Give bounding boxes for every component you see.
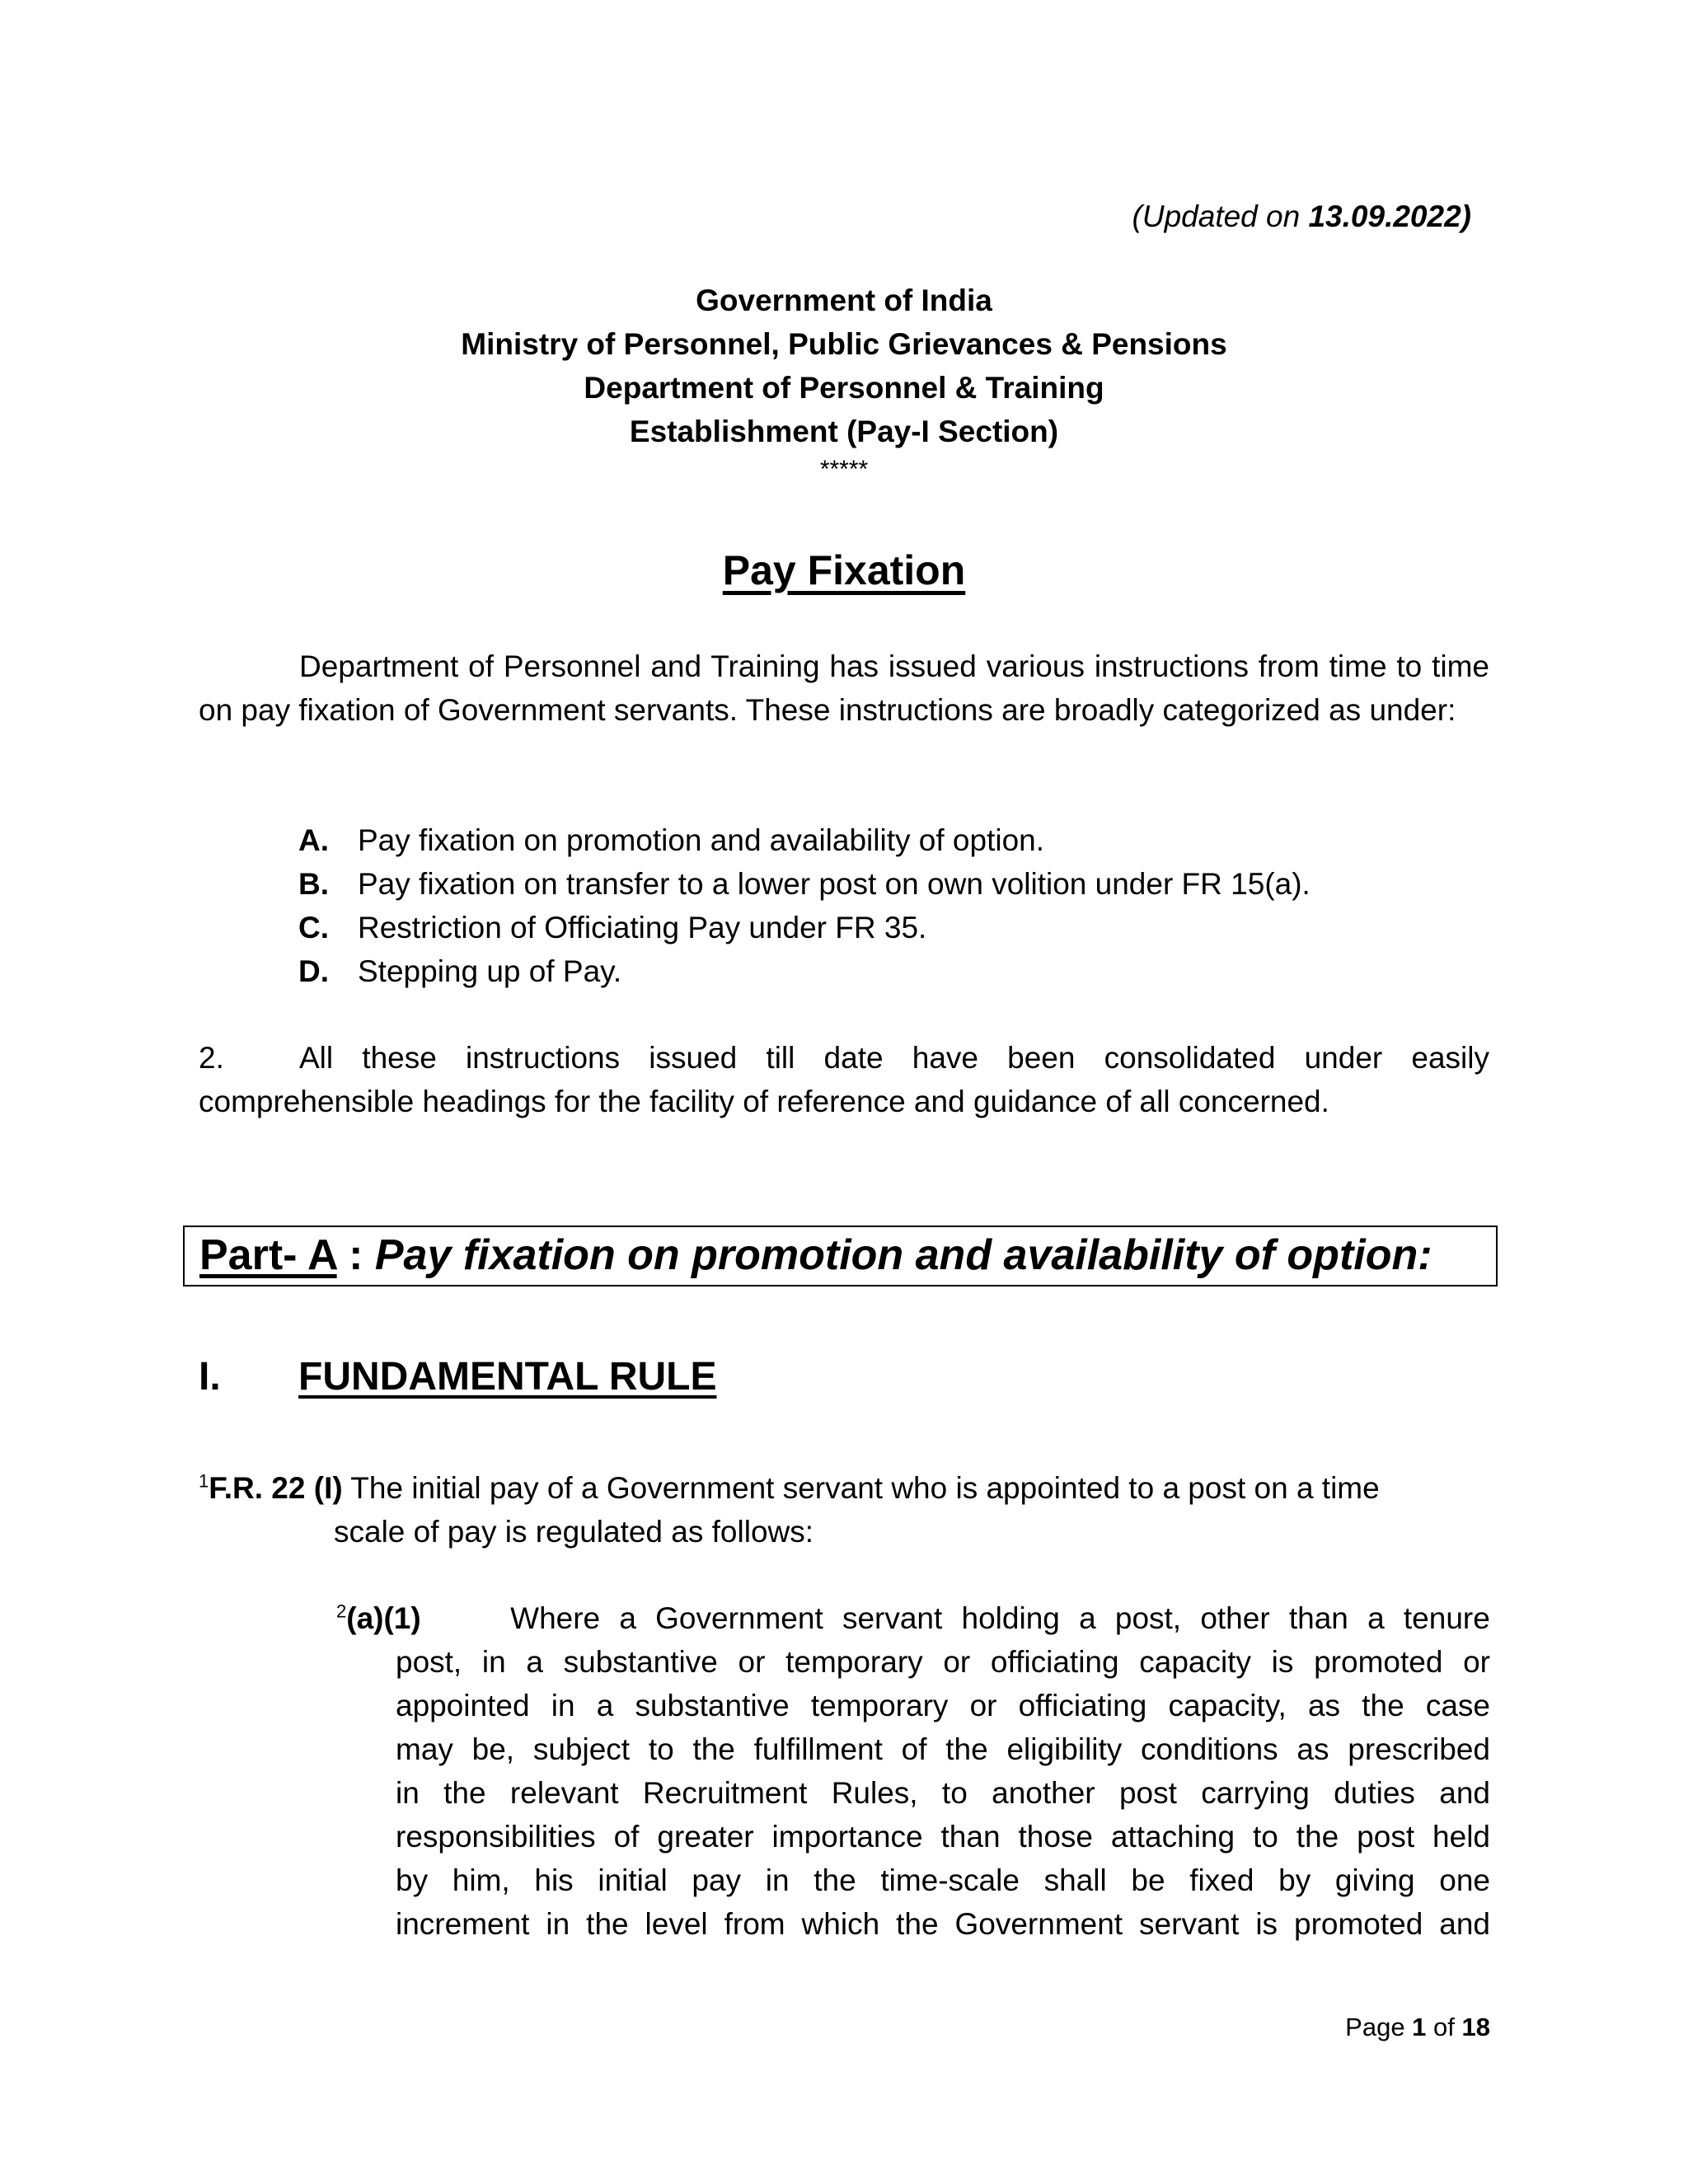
fr-22-text-line2: scale of pay is regulated as follows: — [334, 1515, 814, 1549]
category-list — [298, 818, 1493, 993]
list-item-label: D. — [298, 954, 329, 988]
intro-paragraph: Department of Personnel and Training has issued various instructions from time to time on pay fixation of Government servants. These instructions are broadly categorized as under: — [199, 649, 1489, 727]
section-number: I. — [199, 1355, 221, 1399]
word: holding — [961, 1601, 1060, 1635]
word: Where — [510, 1601, 601, 1635]
list-item — [298, 862, 1493, 906]
list-item-text: Stepping up of Pay. — [358, 954, 622, 988]
text-line: by him, his initial pay in the time-scale shall be fixed by giving one — [396, 1863, 1490, 1897]
text-line: appointed in a substantive temporary or officiating capacity, as the case — [396, 1689, 1490, 1722]
header-line-ministry: Ministry of Personnel, Public Grievances & Pensions — [461, 327, 1227, 361]
fr-22-rule: F.R. 22 (I) — [209, 1471, 343, 1505]
page-current: 1 — [1412, 2013, 1427, 2041]
text-line: in the relevant Recruitment Rules, to another post carrying duties and — [396, 1776, 1490, 1810]
word: Government — [655, 1601, 823, 1635]
word: a — [619, 1601, 636, 1635]
word: a — [1367, 1601, 1385, 1635]
fr-22-a1-paragraph — [336, 1596, 1490, 1946]
page-of-word: of — [1426, 2013, 1462, 2041]
list-item-label: A. — [298, 823, 329, 857]
paragraph-2-number: 2. — [199, 1041, 224, 1075]
part-a-label: Part- A — [199, 1231, 337, 1279]
word: post, — [1114, 1601, 1182, 1635]
header-line-department: Department of Personnel & Training — [584, 371, 1104, 405]
word: servant — [842, 1601, 943, 1635]
text-line: post, in a substantive or temporary or officiating capacity is promoted or — [396, 1645, 1490, 1679]
text-line: increment in the level from which the Government servant is promoted and — [396, 1907, 1490, 1941]
updated-date-note — [1132, 198, 1471, 236]
paragraph-2-text: All these instructions issued till date have been consolidated under easily comprehensible headings for the facility of reference and guidance of all concerned. — [199, 1041, 1489, 1118]
list-item-text: Pay fixation on transfer to a lower post on own volition under FR 15(a). — [358, 867, 1311, 901]
fr-22-text-line1: The initial pay of a Government servant who is appointed to a post on a time — [342, 1471, 1380, 1505]
list-item-text: Restriction of Officiating Pay under FR 35. — [358, 911, 927, 944]
footnote-marker: 2 — [336, 1601, 347, 1622]
list-item-text: Pay fixation on promotion and availability of option. — [358, 823, 1045, 857]
word: a — [1079, 1601, 1096, 1635]
page-number — [1345, 2011, 1490, 2044]
header-line-section: Establishment (Pay-I Section) — [629, 415, 1059, 448]
part-a-title: Pay fixation on promotion and availability of option: — [374, 1231, 1432, 1279]
list-item — [298, 818, 1493, 862]
updated-date: 13.09.2022) — [1308, 199, 1471, 233]
page-title: Pay Fixation — [722, 547, 966, 593]
page-word: Page — [1345, 2013, 1413, 2041]
word: tenure — [1403, 1601, 1490, 1635]
document-header — [0, 279, 1688, 453]
fr-22-paragraph — [199, 1466, 1489, 1554]
text-line: may be, subject to the fulfillment of the eligibility conditions as prescribed — [396, 1732, 1490, 1766]
list-item-label: C. — [298, 911, 329, 944]
fr-22-a1-label: (a)(1) — [346, 1601, 421, 1635]
word: than — [1288, 1601, 1348, 1635]
list-item-label: B. — [298, 867, 329, 901]
paragraph-2 — [199, 1036, 1489, 1123]
updated-prefix: (Updated on — [1132, 199, 1309, 233]
footnote-marker: 1 — [199, 1470, 209, 1492]
header-line-government: Government of India — [696, 284, 992, 317]
part-a-separator: : — [336, 1231, 375, 1279]
text-line: responsibilities of greater importance than those attaching to the post held — [396, 1820, 1490, 1854]
list-item — [298, 906, 1493, 949]
word: other — [1200, 1601, 1270, 1635]
header-stars: ***** — [819, 456, 869, 483]
part-a-heading — [199, 1228, 1432, 1282]
section-title: FUNDAMENTAL RULE — [298, 1355, 717, 1399]
page-total: 18 — [1461, 2013, 1490, 2041]
list-item — [298, 949, 1493, 993]
